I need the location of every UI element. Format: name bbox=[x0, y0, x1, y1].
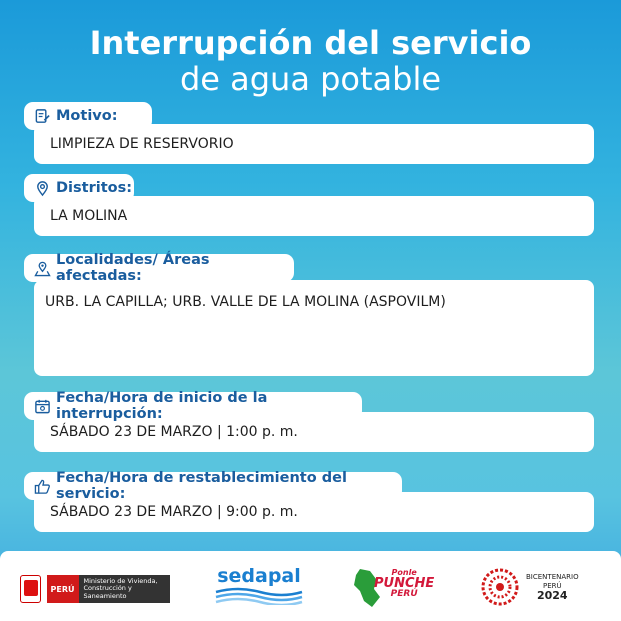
distritos-value-box bbox=[34, 196, 594, 236]
document-edit-icon bbox=[34, 108, 51, 125]
water-waves-icon bbox=[214, 587, 304, 605]
ministry-name: Ministerio de Vivienda, Construcción y Saneamiento bbox=[79, 575, 171, 603]
localidades-value-box bbox=[34, 280, 594, 376]
map-pin-icon bbox=[34, 260, 51, 277]
bicentenario-emblem-icon bbox=[480, 567, 520, 607]
bicentenario-line-1: BICENTENARIO bbox=[526, 572, 579, 581]
motivo-value: LIMPIEZA DE RESERVORIO bbox=[50, 136, 234, 152]
ministry-country: PERÚ bbox=[47, 575, 79, 603]
footer-logos bbox=[0, 551, 621, 621]
ponle-punche-logo bbox=[352, 563, 435, 611]
campaign-line-3: PERÚ bbox=[390, 589, 418, 599]
distritos-value: LA MOLINA bbox=[50, 208, 128, 224]
thumbs-up-icon bbox=[34, 478, 51, 495]
distritos-label-tab bbox=[24, 174, 134, 202]
sedapal-name: sedapal bbox=[217, 565, 301, 587]
bicentenario-logo bbox=[480, 567, 600, 607]
restablecimiento-label: Fecha/Hora de restablecimiento del servicio: bbox=[56, 470, 347, 502]
peru-shield-icon bbox=[20, 575, 41, 603]
ministry-logo bbox=[20, 573, 170, 605]
motivo-label-tab bbox=[24, 102, 152, 130]
localidades-value: URB. LA CAPILLA; URB. VALLE DE LA MOLINA (ASPOVILM) bbox=[45, 294, 446, 310]
inicio-value: SÁBADO 23 DE MARZO | 1:00 p. m. bbox=[50, 424, 298, 440]
location-pin-icon bbox=[34, 180, 51, 197]
sedapal-logo bbox=[214, 565, 304, 609]
restablecimiento-label-tab bbox=[24, 472, 402, 500]
inicio-label-tab bbox=[24, 392, 362, 420]
motivo-value-box bbox=[34, 124, 594, 164]
distritos-label: Distritos: bbox=[56, 180, 133, 196]
campaign-line-2: PUNCHE bbox=[374, 576, 435, 591]
inicio-label: Fecha/Hora de inicio de la interrupción: bbox=[56, 390, 268, 422]
localidades-label: Localidades/ Áreas afectadas: bbox=[56, 252, 210, 284]
title-line-1: Interrupción del servicio bbox=[89, 24, 532, 62]
bicentenario-year: 2024 bbox=[536, 588, 568, 602]
calendar-icon bbox=[34, 398, 51, 415]
bicentenario-line-2: PERÚ bbox=[542, 581, 562, 590]
campaign-line-1: Ponle bbox=[391, 568, 417, 577]
localidades-label-tab bbox=[24, 254, 294, 282]
restablecimiento-value: SÁBADO 23 DE MARZO | 9:00 p. m. bbox=[50, 504, 298, 520]
motivo-label: Motivo: bbox=[56, 108, 118, 124]
title-line-2: de agua potable bbox=[179, 60, 442, 98]
